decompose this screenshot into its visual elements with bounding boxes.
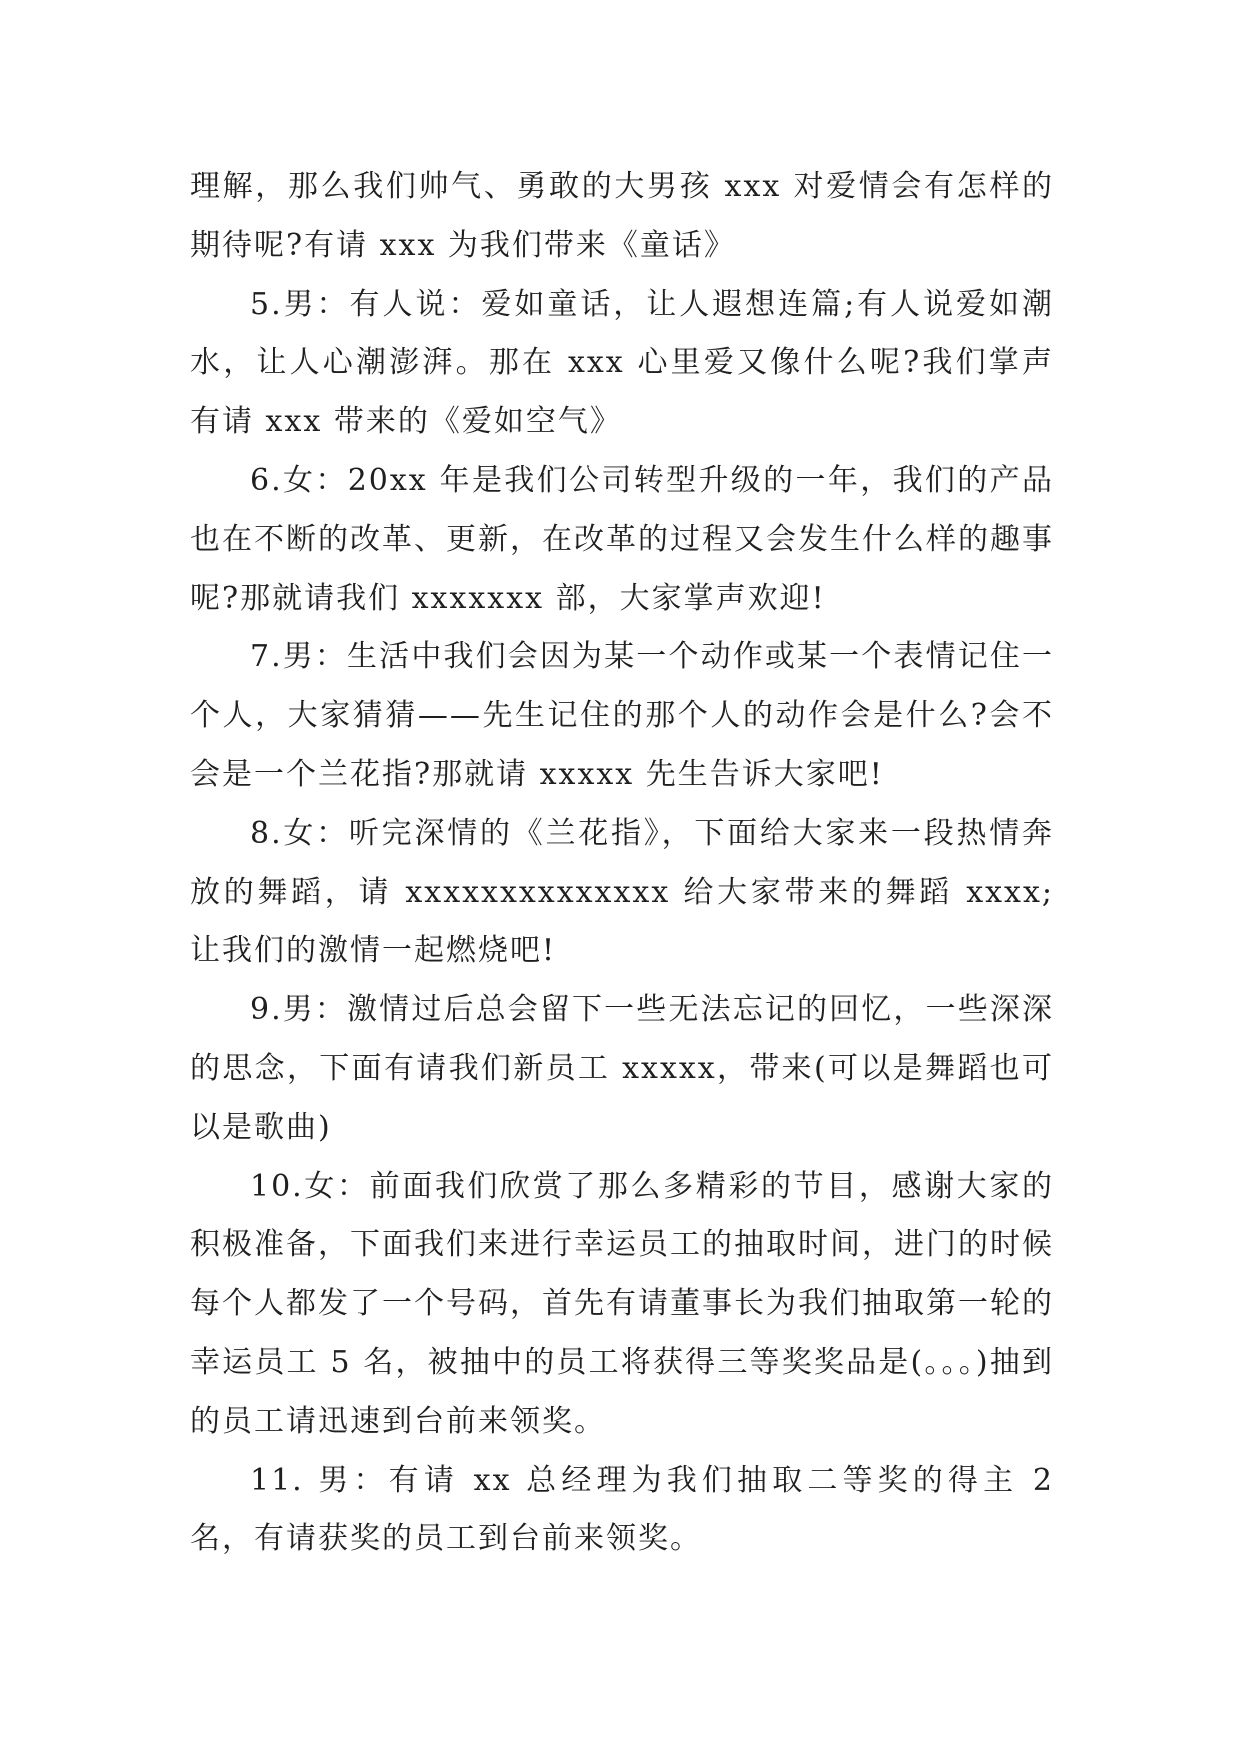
paragraph-item-9: 9.男：激情过后总会留下一些无法忘记的回忆，一些深深的思念，下面有请我们新员工 xxxxx，带来(可以是舞蹈也可以是歌曲) — [190, 992, 1054, 1145]
paragraph-item-6: 6.女：20xx 年是我们公司转型升级的一年，我们的产品也在不断的改革、更新，在改革的过程又会发生什么样的趣事呢?那就请我们 xxxxxxx 部，大家掌声欢迎! — [190, 462, 1054, 616]
document-body — [190, 158, 1054, 1569]
paragraph-item-11: 11. 男：有请 xx 总经理为我们抽取二等奖的得主 2 名，有请获奖的员工到台前来领奖。 — [190, 1462, 1054, 1557]
paragraph-item-7: 7.男：生活中我们会因为某一个动作或某一个表情记住一个人，大家猜猜——先生记住的那个人的动作会是什么?会不会是一个兰花指?那就请 xxxxx 先生告诉大家吧! — [190, 639, 1054, 792]
paragraph-continuation: 理解，那么我们帅气、勇敢的大男孩 xxx 对爱情会有怎样的期待呢?有请 xxx 为我们带来《童话》 — [190, 169, 1054, 263]
paragraph-item-8: 8.女：听完深情的《兰花指》，下面给大家来一段热情奔放的舞蹈，请 xxxxxxxxxxxxxx 给大家带来的舞蹈 xxxx;让我们的激情一起燃烧吧! — [190, 815, 1054, 969]
paragraph-item-5: 5.男：有人说：爱如童话，让人遐想连篇;有人说爱如潮水，让人心潮澎湃。那在 xxx 心里爱又像什么呢?我们掌声有请 xxx 带来的《爱如空气》 — [190, 286, 1054, 440]
paragraph-item-10: 10.女：前面我们欣赏了那么多精彩的节目，感谢大家的积极准备，下面我们来进行幸运员工的抽取时间，进门的时候每个人都发了一个号码，首先有请董事长为我们抽取第一轮的幸运员工 5 名，被抽中的员工将获得三等奖奖品是(。。。)抽到的员工请迅速到台前来领奖。 — [190, 1168, 1054, 1439]
